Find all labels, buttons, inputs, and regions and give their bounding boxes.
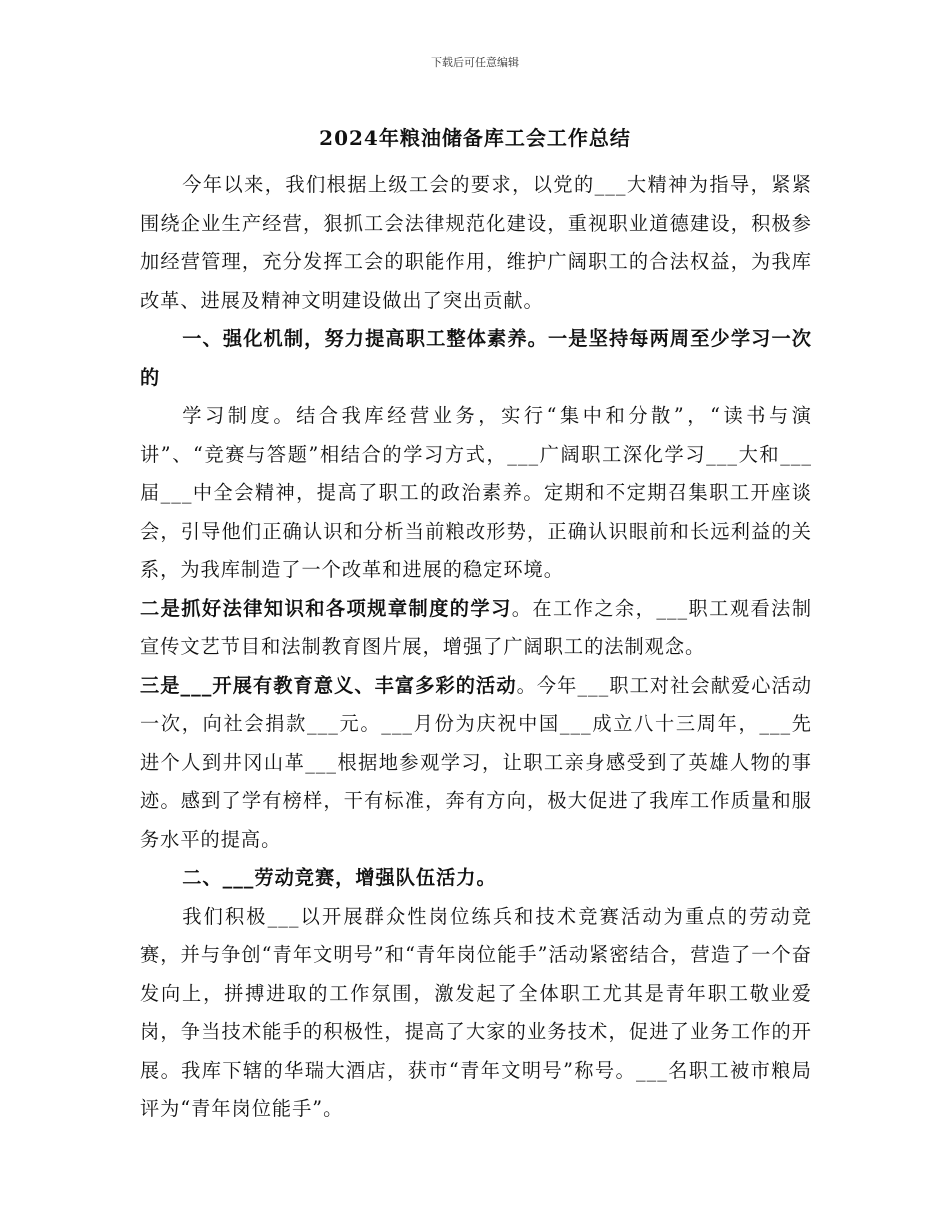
header-note: 下载后可任意编辑 — [431, 56, 519, 69]
legal-study-lead: 二是抓好法律知识和各项规章制度的学习 — [140, 596, 512, 620]
paragraph-legal-study — [140, 590, 812, 667]
activities-lead: 三是___开展有教育意义、丰富多彩的活动 — [140, 673, 517, 697]
paragraph-activities — [140, 667, 812, 860]
activities-text: 。今年___职工对社会献爱心活动一次，向社会捐款___元。___月份为庆祝中国___成立八十三周年，___先进个人到井冈山革___根据地参观学习，让职工亲身感受到了英雄人物的事迹。感到了学有榜样，干有标准，奔有方向，极大促进了我库工作质量和服务水平的提高。 — [140, 673, 813, 851]
section-heading-1: 一、强化机制，努力提高职工整体素养。一是坚持每两周至少学习一次的 — [140, 327, 812, 389]
legal-study-text: 。在工作之余，___职工观看法制宣传文艺节目和法制教育图片展，增强了广阔职工的法制观念。 — [140, 596, 813, 658]
document-body — [140, 166, 812, 1129]
paragraph-labor-competition: 我们积极___以开展群众性岗位练兵和技术竞赛活动为重点的劳动竞赛，并与争创“青年文明号”和“青年岗位能手”活动紧密结合，营造了一个奋发向上，拼搏进取的工作氛围，激发起了全体职工尤其是青年职工敬业爱岗，争当技术能手的积极性，提高了大家的业务技术，促进了业务工作的开展。我库下辖的华瑞大酒店，获市“青年文明号”称号。___名职工被市粮局评为“青年岗位能手”。 — [140, 904, 812, 1120]
document-title: 2024年粮油储备库工会工作总结 — [319, 126, 631, 150]
paragraph-study-system: 学习制度。结合我库经营业务，实行“集中和分散”，“读书与演讲”、“竞赛与答题”相结合的学习方式，___广阔职工深化学习___大和___届___中全会精神，提高了职工的政治素养。定期和不定期召集职工开座谈会，引导他们正确认识和分析当前粮改形势，正确认识眼前和长远利益的关系，为我库制造了一个改革和进展的稳定环境。 — [140, 404, 812, 581]
paragraph-intro: 今年以来，我们根据上级工会的要求，以党的___大精神为指导，紧紧围绕企业生产经营，狠抓工会法律规范化建设，重视职业道德建设，积极参加经营管理，充分发挥工会的职能作用，维护广阔职工的合法权益，为我库改革、进展及精神文明建设做出了突出贡献。 — [140, 173, 812, 312]
section-heading-2: 二、___劳动竞赛，增强队伍活力。 — [182, 866, 497, 889]
